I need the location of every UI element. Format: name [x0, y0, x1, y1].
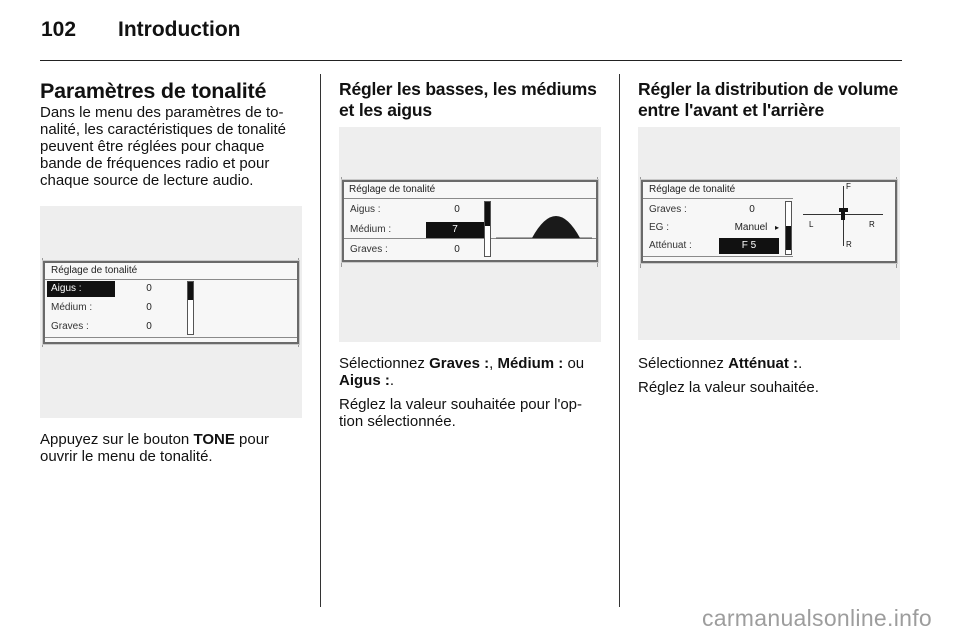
display-screen	[641, 180, 897, 263]
column-divider	[619, 74, 620, 607]
section-heading: Paramètres de tonalité	[40, 79, 267, 103]
row-value: 0	[146, 302, 152, 313]
intro-text-line: Dans le menu des paramètres de to-	[40, 104, 284, 121]
menu-row-treble[interactable]	[346, 202, 486, 218]
intro-text-line: chaque source de lecture audio.	[40, 172, 254, 189]
section-heading: et les aigus	[339, 100, 432, 120]
row-label: Médium :	[51, 302, 93, 313]
screen-title: Réglage de tonalité	[51, 265, 138, 276]
option-fader: Atténuat :	[728, 355, 799, 372]
row-label: Aigus :	[47, 281, 115, 297]
row-value-selected: F 5	[719, 238, 779, 254]
submenu-arrow-icon: ▸	[775, 223, 780, 232]
menu-row-bass[interactable]	[645, 202, 789, 218]
row-label: Médium :	[350, 224, 392, 235]
section-heading: entre l'avant et l'arrière	[638, 100, 824, 120]
section-heading: Régler les basses, les médiums	[339, 79, 597, 99]
header-divider	[40, 60, 902, 61]
eq-curve-graphic	[496, 200, 592, 240]
tone-button-label: TONE	[193, 431, 235, 448]
intro-text-line: bande de fréquences radio et pour	[40, 155, 270, 172]
column-tone-settings	[40, 79, 310, 189]
instruction-text: .	[389, 372, 395, 389]
balance-position-marker	[841, 212, 845, 220]
section-title: Introduction	[118, 18, 241, 41]
instruction-text: Réglez la valeur souhaitée pour l'op-	[339, 396, 583, 413]
intro-text-line: peuvent être réglées pour chaque	[40, 138, 265, 155]
row-label: Aigus :	[350, 204, 381, 215]
eq-screenshot	[339, 127, 601, 342]
rear-label: R	[846, 240, 852, 249]
fader-instructions	[638, 355, 908, 396]
instruction-text: Sélectionnez	[638, 355, 729, 372]
column-bass-mid-treble	[339, 79, 611, 121]
instruction-text: .	[798, 355, 803, 372]
row-value: 0	[454, 204, 460, 215]
row-value-selected: 7	[426, 222, 484, 238]
instruction-text: pour	[234, 431, 270, 448]
scrollbar[interactable]	[785, 201, 792, 255]
tone-instruction	[40, 431, 310, 465]
section-heading: Régler la distribution de volume	[638, 79, 899, 99]
column-fader	[638, 79, 908, 121]
option-bass: Graves :	[429, 355, 490, 372]
menu-row-mid[interactable]	[346, 222, 486, 238]
option-mid: Médium :	[497, 355, 564, 372]
screen-title: Réglage de tonalité	[349, 184, 436, 195]
row-label: Graves :	[649, 204, 687, 215]
fader-screenshot	[638, 127, 900, 340]
menu-row-eq[interactable]	[645, 220, 789, 236]
instruction-text: tion sélectionnée.	[339, 413, 456, 430]
eq-instructions	[339, 355, 611, 430]
column-divider	[320, 74, 321, 607]
screen-title: Réglage de tonalité	[649, 184, 736, 195]
menu-row-bass[interactable]	[47, 319, 297, 335]
scrollbar[interactable]	[484, 201, 491, 257]
menu-row-treble[interactable]	[47, 281, 297, 297]
row-value: 0	[146, 283, 152, 294]
display-screen	[43, 261, 299, 344]
row-label: Graves :	[350, 244, 388, 255]
intro-text-line: nalité, les caractéristiques de tonalité	[40, 121, 286, 138]
menu-row-mid[interactable]	[47, 300, 297, 316]
front-label: F	[846, 182, 851, 191]
row-value: 0	[454, 244, 460, 255]
display-screen	[342, 180, 598, 262]
row-value: Manuel	[734, 222, 768, 233]
right-label: R	[869, 220, 875, 229]
menu-row-fader[interactable]	[645, 238, 789, 254]
instruction-text: ouvrir le menu de tonalité.	[40, 448, 213, 465]
instruction-text: Sélectionnez	[339, 355, 430, 372]
instruction-text: Réglez la valeur souhaitée.	[638, 379, 819, 396]
page-number: 102	[41, 18, 77, 41]
instruction-text: ou	[563, 355, 585, 372]
row-label: Atténuat :	[649, 240, 692, 251]
instruction-text: Appuyez sur le bouton	[40, 431, 194, 448]
row-value: 0	[749, 204, 755, 215]
instruction-text: ,	[489, 355, 498, 372]
option-treble: Aigus :	[339, 372, 390, 389]
tone-menu-screenshot	[40, 206, 302, 418]
row-value: 0	[146, 321, 152, 332]
scrollbar[interactable]	[187, 281, 194, 335]
row-label: Graves :	[51, 321, 89, 332]
watermark: carmanualsonline.info	[701, 605, 932, 631]
row-label: EG :	[649, 222, 670, 233]
menu-row-bass[interactable]	[346, 242, 486, 258]
left-label: L	[809, 220, 814, 229]
